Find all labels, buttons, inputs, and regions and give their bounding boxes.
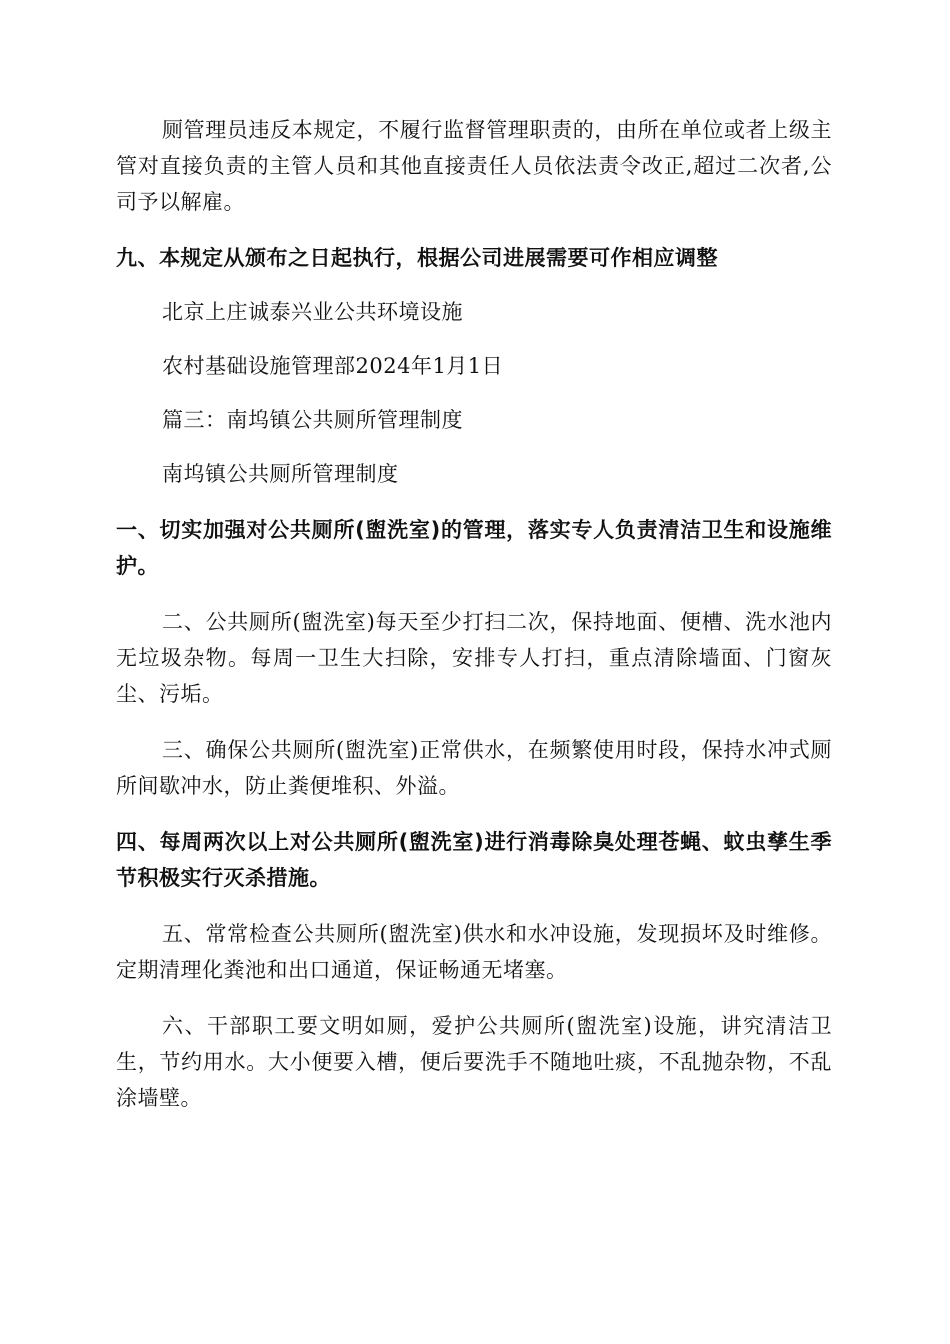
paragraph-item-two: 二、公共厕所(盥洗室)每天至少打扫二次，保持地面、便槽、洗水池内无垃圾杂物。每周一卫生大扫除，安排专人打扫，重点清除墙面、门窗灰尘、污垢。	[116, 610, 832, 706]
paragraph-item-six: 六、干部职工要文明如厕，爱护公共厕所(盥洗室)设施，讲究清洁卫生，节约用水。大小便要入槽，便后要洗手不随地吐痰，不乱抛杂物，不乱涂墙壁。	[116, 1014, 832, 1110]
document-body	[116, 112, 832, 1116]
heading-item-one: 一、切实加强对公共厕所(盥洗室)的管理，落实专人负责清洁卫生和设施维护。	[116, 518, 832, 578]
paragraph-chapter-three-title: 篇三：南坞镇公共厕所管理制度	[162, 408, 463, 432]
paragraph-item-three: 三、确保公共厕所(盥洗室)正常供水，在频繁使用时段，保持水冲式厕所间歇冲水，防止粪便堆积、外溢。	[116, 738, 832, 798]
paragraph-item-five: 五、常常检查公共厕所(盥洗室)供水和水冲设施，发现损坏及时维修。定期清理化粪池和出口通道，保证畅通无堵塞。	[116, 922, 832, 982]
paragraph-regulation-title: 南坞镇公共厕所管理制度	[162, 462, 399, 486]
heading-section-nine: 九、本规定从颁布之日起执行，根据公司进展需要可作相应调整	[116, 246, 718, 270]
paragraph-signature-dept-date: 农村基础设施管理部2024年1月1日	[162, 354, 504, 378]
paragraph-toilet-manager-violation: 厕管理员违反本规定，不履行监督管理职责的，由所在单位或者上级主管对直接负责的主管人员和其他直接责任人员依法责令改正,超过二次者,公司予以解雇。	[116, 118, 832, 214]
paragraph-signature-company: 北京上庄诚泰兴业公共环境设施	[162, 300, 463, 324]
heading-item-four: 四、每周两次以上对公共厕所(盥洗室)进行消毒除臭处理苍蝇、蚊虫孳生季节积极实行灭杀措施。	[116, 830, 832, 890]
